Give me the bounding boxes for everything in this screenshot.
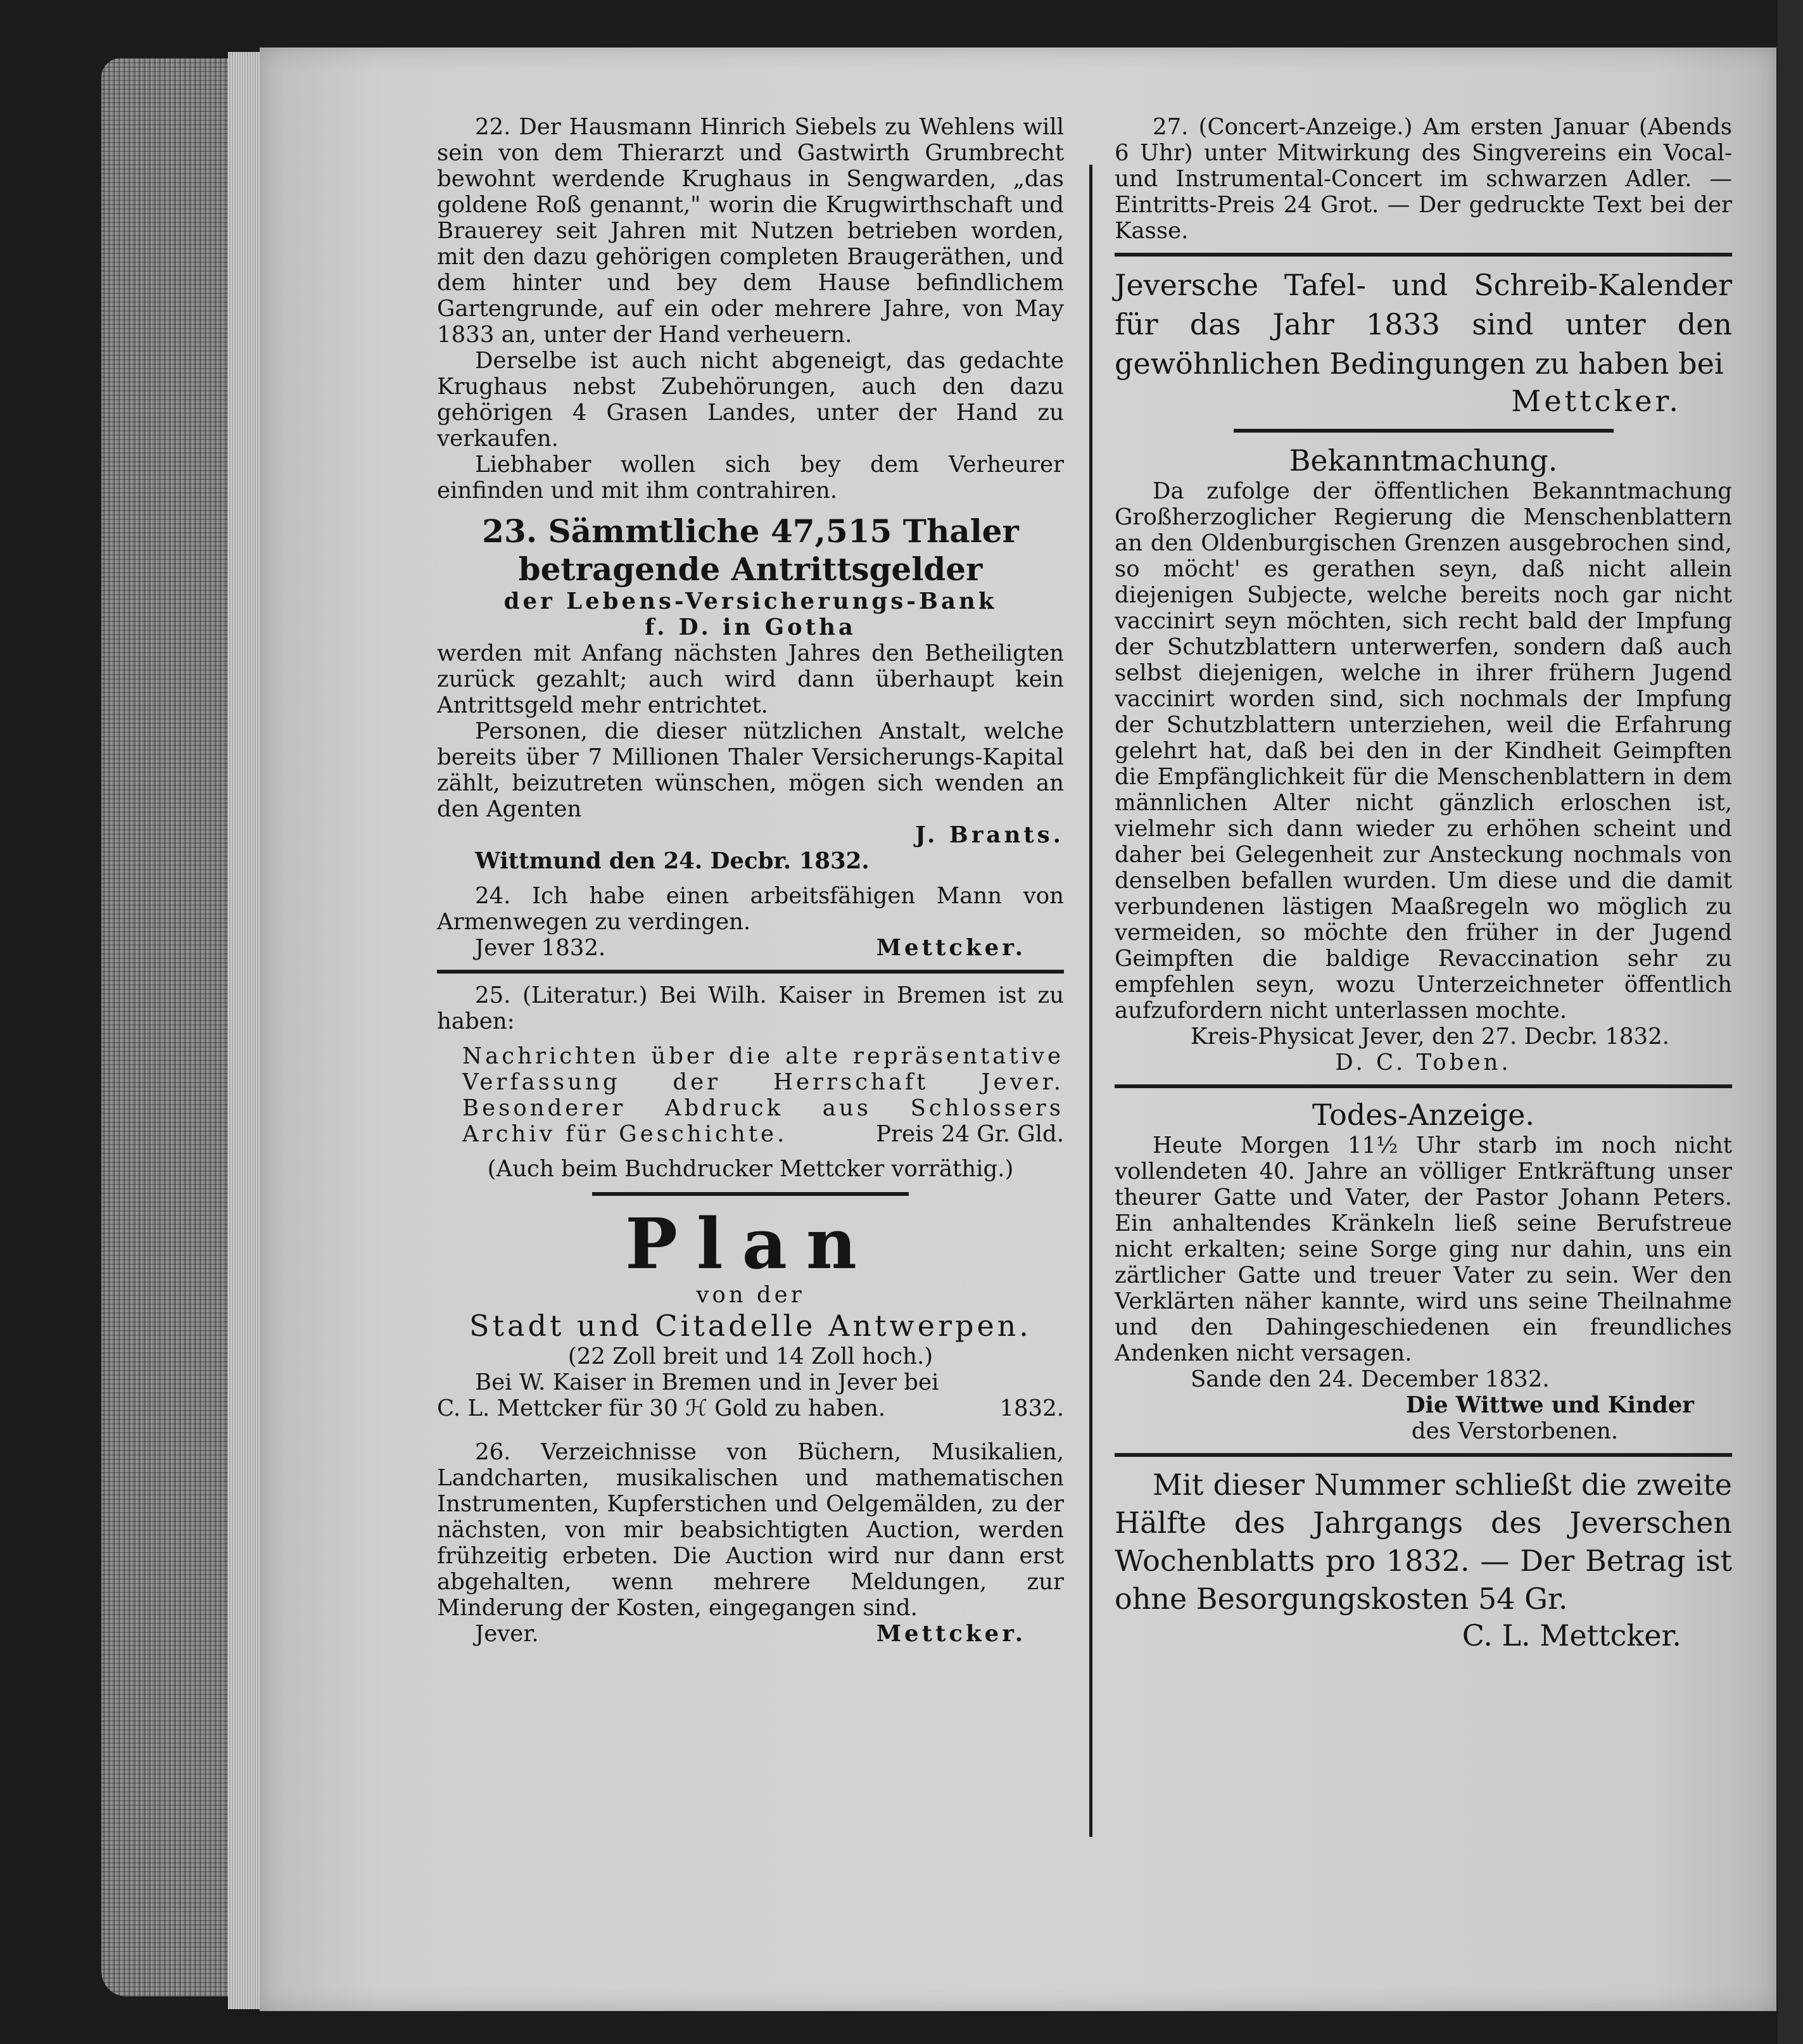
- ad-24-text: 24. Ich habe einen arbeitsfähigen Mann von Armenwegen zu verdingen.: [437, 883, 1064, 935]
- ad-23-text-2: Personen, die dieser nützlichen Anstalt, welche bereits über 7 Millionen Thaler Versicherungs-Kapital zählt, beizutreten wünschen, mögen sich wenden an den Agenten: [437, 718, 1064, 822]
- bekanntmachung-signature: D. C. Toben.: [1335, 1050, 1512, 1076]
- kalender-text: Jeversche Tafel- und Schreib-Kalender für das Jahr 1833 sind unter den gewöhnlichen Bedingungen zu haben bei: [1115, 268, 1732, 381]
- bekanntmachung-title: Bekanntmachung.: [1289, 443, 1558, 478]
- ad-26-footer: [437, 1621, 1064, 1647]
- ad-22-text-3: Liebhaber wollen sich bey dem Verheurer einfinden und mit ihm contrahiren.: [437, 452, 1064, 504]
- ad-25-text: 25. (Literatur.) Bei Wilh. Kaiser in Bremen ist zu haben:: [437, 982, 1064, 1034]
- todes-signature-1: Die Wittwe und Kinder: [1405, 1392, 1694, 1418]
- column-divider: [1089, 165, 1092, 1837]
- ad-22-text: 22. Der Hausmann Hinrich Siebels zu Wehlens will sein von dem Thierarzt und Gastwirth Grumbrecht bewohnt werdende Krughaus in Sengwarden, „das goldene Roß genannt," worin die Krugwirthschaft und Brauerey seit Jahren mit Nutzen betrieben worden, mit den dazu gehörigen completen Braugeräthen, und dem hinter und bey dem Hause befindlichem Gartengrunde, auf ein oder mehrere Jahre, von May 1833 an, unter der Hand verheuern.: [437, 114, 1064, 348]
- todes-dateline: Sande den 24. December 1832.: [1191, 1366, 1550, 1392]
- ad-23-heading: 23. Sämmtliche 47,515 Thaler betragende Antrittsgelder: [482, 512, 1019, 588]
- separator-rule: [1115, 253, 1732, 257]
- plan-size: (22 Zoll breit und 14 Zoll hoch.): [567, 1343, 933, 1369]
- ad-24-footer: [437, 935, 1064, 961]
- ad-25-price: Preis 24 Gr. Gld.: [876, 1121, 1064, 1147]
- todes-text: Heute Morgen 11½ Uhr starb im noch nicht vollendeten 40. Jahre an völliger Entkräftung unser theurer Gatte und Vater, der Pastor Johann Peters. Ein anhaltendes Kränkeln ließ seine Berufstreue nicht erkalten; seine Sorge ging nur dahin, uns ein zärtlicher Gatte und treuer Vater zu sein. Wer den Verklärten näher kannte, wird uns seine Theilnahme und den Dahingeschiedenen ein freundliches Andenken nicht versagen.: [1115, 1133, 1732, 1366]
- ad-24-place: Jever 1832.: [475, 935, 606, 961]
- plan-title: Plan: [625, 1203, 876, 1285]
- separator-rule-short: [592, 1192, 909, 1196]
- closing-signature: C. L. Mettcker.: [1462, 1618, 1681, 1653]
- todes-signature-2: des Verstorbenen.: [1411, 1418, 1618, 1444]
- ad-23-location: f. D. in Gotha: [645, 614, 856, 640]
- ad-23-bank: der Lebens-Versicherungs-Bank: [503, 588, 997, 614]
- plan-line2: C. L. Mettcker für 30 ℋ Gold zu haben.: [437, 1395, 886, 1421]
- ad-27-text: 27. (Concert-Anzeige.) Am ersten Januar (Abends 6 Uhr) unter Mitwirkung des Singvereins ein Vocal- und Instrumental-Concert im schwarzen Adler. — Eintritts-Preis 24 Grot. — Der gedruckte Text bei der Kasse.: [1115, 114, 1732, 244]
- separator-rule: [1115, 1084, 1732, 1088]
- ad-26-signature: Mettcker.: [876, 1621, 1026, 1647]
- right-book-edge: [1778, 0, 1803, 2044]
- bekanntmachung-text: Da zufolge der öffentlichen Bekanntmachung Großherzoglicher Regierung die Menschenblattern an den Oldenburgischen Grenzen ausgebrochen sind, so möcht' es gerathen seyn, daß nicht allein diejenigen Subjecte, welche bereits noch gar nicht vaccinirt seyn möchten, sich recht bald der Impfung der Schutzblattern unterwerfen, sondern daß auch selbst diejenigen, welche in ihrer frühern Jugend vaccinirt worden sind, sich nochmals der Impfung der Schutzblattern unterziehen, weil die Erfahrung gelehrt hat, daß bei den in der Kindheit Geimpften die Empfänglichkeit für die Menschenblattern in dem männlichen Alter nicht gänzlich erloschen ist, vielmehr sich dann wieder zu erhöhen scheint und daher bei Gelegenheit zur Ansteckung nochmals von denselben befallen wurden. Um diese und die damit verbundenen lästigen Maaßregeln wo möglich zu vermeiden, so möchte den früher in der Jugend Geimpften die baldige Revaccination sehr zu empfehlen seyn, wozu Unterzeichneter öffentlich aufzufordern nicht unterlassen mochte.: [1115, 478, 1732, 1024]
- ad-25-book: Nachrichten über die alte repräsentative Verfassung der Herrschaft Jever. Besonderer Abdruck aus Schlossers Archiv für Geschichte.: [462, 1043, 1064, 1147]
- ad-26-place: Jever.: [475, 1621, 539, 1647]
- ad-24-signature: Mettcker.: [876, 935, 1026, 961]
- ad-23-text: werden mit Anfang nächsten Jahres den Betheiligten zurück gezahlt; auch wird dann überhaupt kein Antrittsgeld mehr entrichtet.: [437, 640, 1064, 718]
- ad-25-note: (Auch beim Buchdrucker Mettcker vorräthig.): [487, 1156, 1014, 1182]
- kalender-signature: Mettcker.: [1511, 384, 1681, 418]
- ad-23-dateline: Wittmund den 24. Decbr. 1832.: [475, 848, 870, 874]
- right-column: [1115, 114, 1732, 1653]
- todes-title: Todes-Anzeige.: [1312, 1098, 1534, 1132]
- plan-line2-row: [437, 1395, 1064, 1421]
- book-edge: [101, 58, 247, 1996]
- ad-23-signature: J. Brants.: [914, 822, 1064, 848]
- ad-22-text-2: Derselbe ist auch nicht abgeneigt, das gedachte Krughaus nebst Zubehörungen, auch den dazu gehörigen 4 Grasen Landes, unter der Hand zu verkaufen.: [437, 348, 1064, 452]
- plan-year: 1832.: [999, 1395, 1064, 1421]
- closing-text: Mit dieser Nummer schließt die zweite Hälfte des Jahrgangs des Jeverschen Wochenblatts pro 1832. — Der Betrag ist ohne Besorgungskosten 54 Gr.: [1115, 1468, 1732, 1616]
- bekanntmachung-dateline: Kreis-Physicat Jever, den 27. Decbr. 1832.: [1191, 1024, 1669, 1050]
- plan-line1: Bei W. Kaiser in Bremen und in Jever bei: [475, 1369, 939, 1395]
- plan-sub2: Stadt und Citadelle Antwerpen.: [469, 1309, 1032, 1343]
- separator-rule: [437, 970, 1064, 974]
- separator-rule: [1115, 1453, 1732, 1457]
- plan-sub1: von der: [696, 1282, 805, 1308]
- left-column: [437, 114, 1064, 1647]
- ad-26-text: 26. Verzeichnisse von Büchern, Musikalien, Landcharten, musikalischen und mathematischen Instrumenten, Kupferstichen und Oelgemälden, zu der nächsten, von mir beabsichtigten Auction, werden frühzeitig erbeten. Die Auction wird nur dann erst abgehalten, wenn mehrere Meldungen, zur Minderung der Kosten, eingegangen sind.: [437, 1439, 1064, 1621]
- separator-rule-short: [1234, 429, 1614, 433]
